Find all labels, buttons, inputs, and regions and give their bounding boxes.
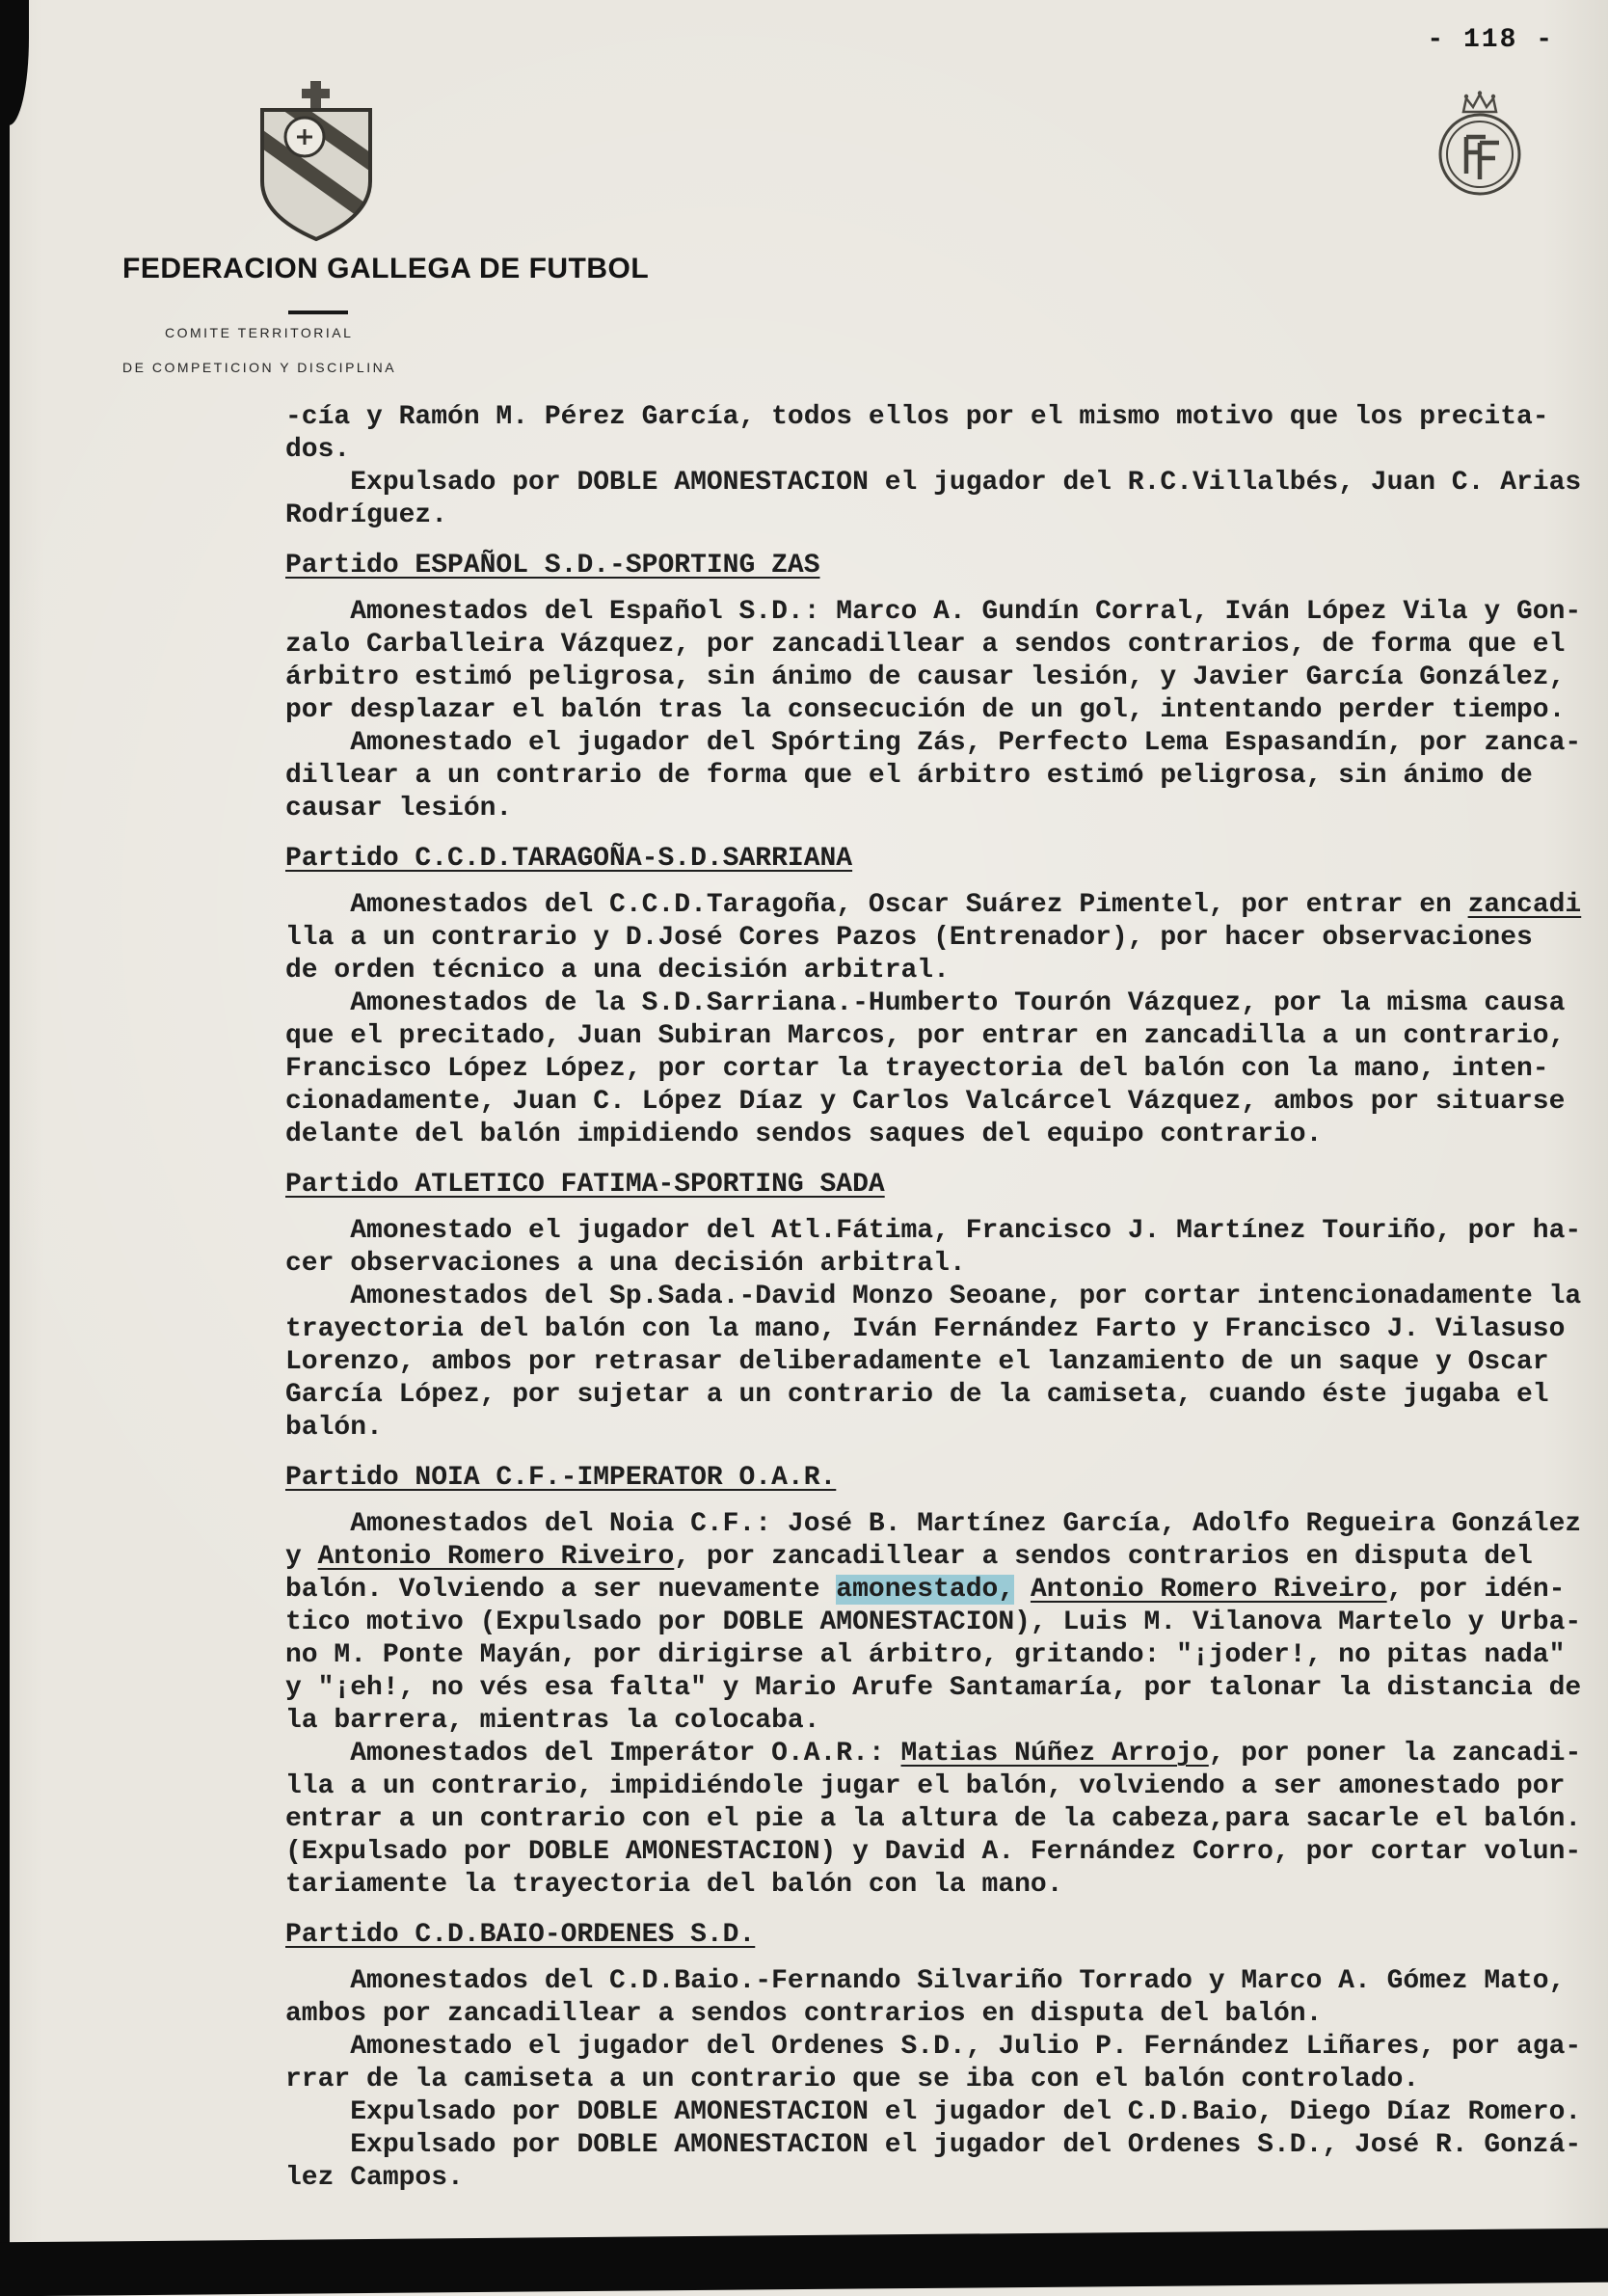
text-line: delante del balón impidiendo sendos saques del equipo contrario. [285,1120,1323,1149]
text-line: (Expulsado por DOBLE AMONESTACION) y David A. Fernández Corro, por cortar volun- [285,1837,1582,1867]
text-line: Amonestados de la S.D.Sarriana.-Humberto Tourón Vázquez, por la misma causa [285,988,1566,1018]
scan-artifact-left-edge [0,0,10,2274]
text-line: Amonestados del Imperátor O.A.R.: Matias Núñez Arrojo, por poner la zancadi- [285,1739,1582,1769]
paragraph [285,987,1596,1151]
text-line: trayectoria del balón con la mano, Iván Fernández Farto y Francisco J. Vilasuso [285,1314,1566,1344]
text-line: zalo Carballeira Vázquez, por zancadillear a sendos contrarios, de forma que el [285,630,1566,660]
text-line: lez Campos. [285,2163,464,2193]
text-line: Rodríguez. [285,500,448,530]
paragraph [285,2031,1596,2096]
text-line: balón. [285,1413,383,1443]
text-line: tico motivo (Expulsado por DOBLE AMONESTACION), Luis M. Vilanova Martelo y Urba- [285,1607,1582,1637]
text-line: árbitro estimó peligrosa, sin ánimo de causar lesión, y Javier García González, [285,662,1566,692]
text-line: Expulsado por DOBLE AMONESTACION el jugador del Ordenes S.D., José R. Gonzá- [285,2130,1582,2160]
section-heading: Partido C.C.D.TARAGOÑA-S.D.SARRIANA [285,844,853,874]
federation-shield-icon [247,79,384,245]
paragraph [285,889,1596,987]
committee-line-1: COMITE TERRITORIAL [165,325,354,340]
title-divider-rule [288,311,348,314]
text-line: entrar a un contrario con el pie a la altura de la cabeza,para sacarle el balón. [285,1804,1582,1834]
section-heading: Partido NOIA C.F.-IMPERATOR O.A.R. [285,1463,837,1493]
text-line: dillear a un contrario de forma que el árbitro estimó peligrosa, sin ánimo de [285,761,1533,791]
text-line: García López, por sujetar a un contrario de la camiseta, cuando éste jugaba el [285,1380,1549,1410]
crowned-emblem-icon [1436,91,1523,199]
text-line: Amonestado el jugador del Ordenes S.D., Julio P. Fernández Liñares, por aga- [285,2032,1582,2062]
paragraph [285,727,1596,825]
text-line: Amonestado el jugador del Spórting Zás, Perfecto Lema Espasandín, por zanca- [285,728,1582,758]
text-line: Amonestados del C.D.Baio.-Fernando Silvariño Torrado y Marco A. Gómez Mato, [285,1966,1566,1996]
text-line: balón. Volviendo a ser nuevamente amonestado, Antonio Romero Riveiro, por idén- [285,1575,1566,1605]
text-line: Amonestados del C.C.D.Taragoña, Oscar Suárez Pimentel, por entrar en zancadi [285,890,1582,920]
paragraph [285,1281,1596,1445]
text-line: lla a un contrario y D.José Cores Pazos (Entrenador), por hacer observaciones [285,923,1533,953]
section-heading: Partido ATLETICO FATIMA-SPORTING SADA [285,1170,885,1200]
text-line: la barrera, mientras la colocaba. [285,1706,820,1736]
paragraph [285,2129,1596,2195]
paragraph [285,1215,1596,1281]
text-line: -cía y Ramón M. Pérez García, todos ellos por el mismo motivo que los precita- [285,402,1549,432]
paragraph [285,467,1596,532]
text-line: Amonestados del Noia C.F.: José B. Martínez García, Adolfo Regueira González [285,1509,1582,1539]
text-line: Expulsado por DOBLE AMONESTACION el jugador del R.C.Villalbés, Juan C. Arias [285,468,1582,498]
section-heading: Partido C.D.BAIO-ORDENES S.D. [285,1920,756,1950]
text-line: tariamente la trayectoria del balón con la mano. [285,1870,1063,1900]
organization-title: FEDERACION GALLEGA DE FUTBOL [122,253,650,284]
document-body [285,401,1596,2195]
text-line: Francisco López López, por cortar la trayectoria del balón con la mano, inten- [285,1054,1549,1084]
paragraph [285,1965,1596,2031]
text-line: y "¡eh!, no vés esa falta" y Mario Arufe Santamaría, por talonar la distancia de [285,1673,1582,1703]
text-line: de orden técnico a una decisión arbitral. [285,956,950,986]
text-line: rrar de la camiseta a un contrario que se iba con el balón controlado. [285,2065,1420,2094]
text-line: Expulsado por DOBLE AMONESTACION el jugador del C.D.Baio, Diego Díaz Romero. [285,2097,1582,2127]
text-line: Lorenzo, ambos por retrasar deliberadamente el lanzamiento de un saque y Oscar [285,1347,1549,1377]
text-line: dos. [285,435,351,465]
text-line: Amonestados del Español S.D.: Marco A. Gundín Corral, Iván López Vila y Gon- [285,597,1582,627]
text-line: Amonestado el jugador del Atl.Fátima, Francisco J. Martínez Touriño, por ha- [285,1216,1582,1246]
text-line: causar lesión. [285,794,513,824]
paragraph [285,2096,1596,2129]
text-line: cer observaciones a una decisión arbitral. [285,1249,966,1279]
text-line: lla a un contrario, impidiéndole jugar el balón, volviendo a ser amonestado por [285,1771,1566,1801]
text-line: y Antonio Romero Riveiro, por zancadillear a sendos contrarios en disputa del [285,1542,1533,1572]
section-heading: Partido ESPAÑOL S.D.-SPORTING ZAS [285,551,820,581]
committee-line-2: DE COMPETICION Y DISCIPLINA [122,360,397,375]
text-line: no M. Ponte Mayán, por dirigirse al árbitro, gritando: "¡joder!, no pitas nada" [285,1640,1566,1670]
paragraph [285,596,1596,727]
paragraph [285,401,1596,467]
text-line: ambos por zancadillear a sendos contrarios en disputa del balón. [285,1999,1323,2029]
paragraph [285,1508,1596,1738]
paragraph [285,1738,1596,1902]
text-line: por desplazar el balón tras la consecución de un gol, intentando perder tiempo. [285,695,1566,725]
text-line: Amonestados del Sp.Sada.-David Monzo Seoane, por cortar intencionadamente la [285,1282,1582,1311]
text-line: cionadamente, Juan C. López Díaz y Carlos Valcárcel Vázquez, ambos por situarse [285,1087,1566,1117]
page-number: - 118 - [1427,25,1554,55]
text-line: que el precitado, Juan Subiran Marcos, por entrar en zancadilla a un contrario, [285,1021,1566,1051]
